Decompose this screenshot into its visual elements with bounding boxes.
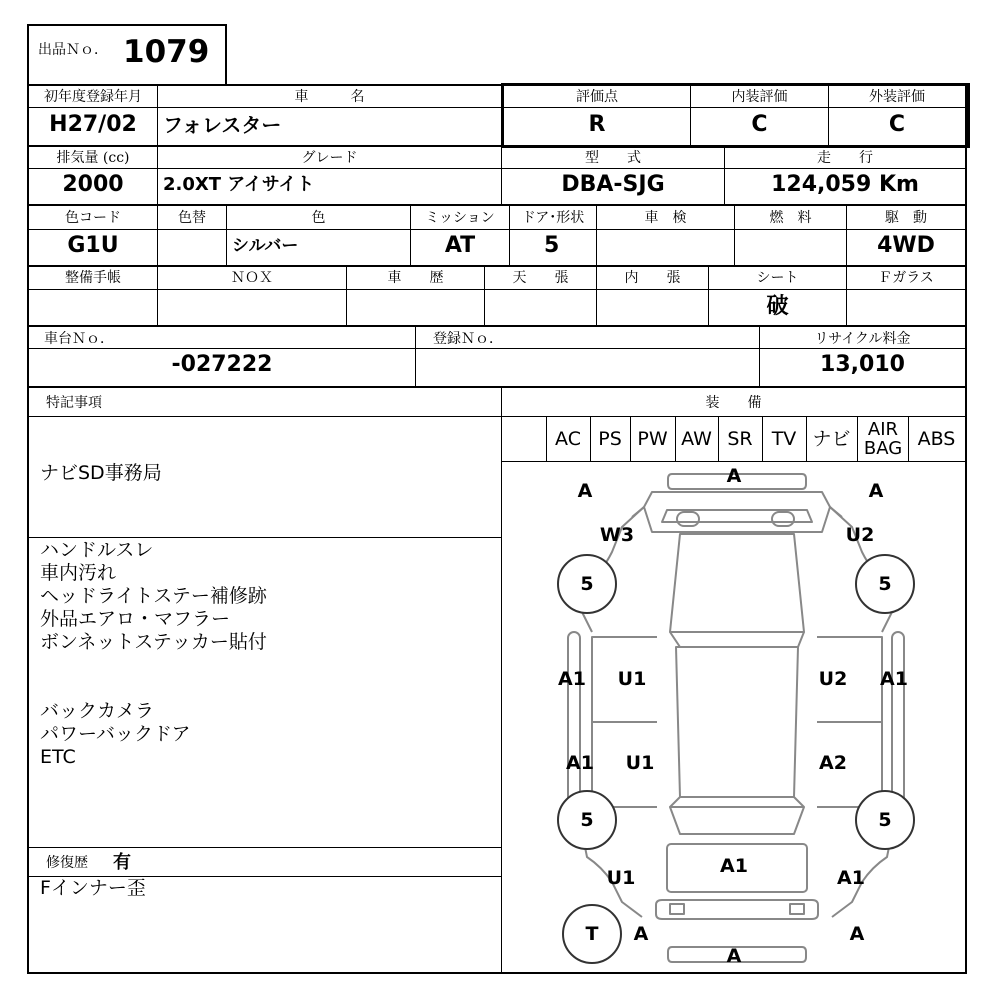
notes-top: ナビSD事務局 <box>40 462 162 484</box>
displacement-value: 2000 <box>62 172 124 197</box>
wheel-front-left: 5 <box>557 554 617 614</box>
mark-front-right: A <box>868 480 884 502</box>
reg-date-label: 初年度登録年月 <box>44 89 142 105</box>
note-line: ハンドルスレ <box>40 539 154 561</box>
note-line: 外品エアロ・マフラー <box>40 608 231 630</box>
mission-label: ミッション <box>425 210 495 226</box>
mileage-value: 124,059 Km <box>771 172 919 197</box>
equipment-aw: AW <box>681 428 712 450</box>
note-line: ヘッドライトステー補修跡 <box>40 585 267 607</box>
registration-number-label: 登録Ｎｏ． <box>433 331 503 347</box>
mileage-label: 走 行 <box>817 150 873 166</box>
equipment-ps: PS <box>598 428 622 450</box>
color-code-value: G1U <box>67 233 119 258</box>
drive-value: 4WD <box>877 233 935 258</box>
front-glass-label: Ｆガラス <box>878 270 934 286</box>
grade-label: グレード <box>301 150 358 166</box>
equipment-tv: TV <box>771 428 797 450</box>
equipment-navi: ナビ <box>812 428 851 450</box>
displacement-label: 排気量 (cc) <box>56 150 130 166</box>
color-label: 色 <box>311 210 326 226</box>
note-line: パワーバックドア <box>40 723 191 745</box>
wheel-rear-left: 5 <box>557 790 617 850</box>
repaint-label: 色替 <box>178 210 206 226</box>
car-name-value: フォレスター <box>163 113 282 137</box>
wheel-front-right: 5 <box>855 554 915 614</box>
mark-left-sill-rear: A1 <box>566 752 594 774</box>
grade-value: 2.0XT アイサイト <box>163 174 315 195</box>
door-value: 5 <box>544 233 560 258</box>
lot-number: 1079 <box>123 34 210 70</box>
seat-label: シート <box>756 270 799 286</box>
drive-label: 駆 動 <box>885 210 927 226</box>
fuel-label: 燃 料 <box>769 210 812 226</box>
mark-front-left: A <box>577 480 593 502</box>
exterior-value: C <box>888 112 906 137</box>
repair-detail: Fインナー歪 <box>40 877 146 899</box>
mark-rear-right: A <box>849 923 865 945</box>
mark-right-door-rear: A2 <box>819 752 847 774</box>
recycle-fee-value: 13,010 <box>820 352 905 377</box>
note-line: ボンネットステッカー貼付 <box>40 631 267 653</box>
notes-label: 特記事項 <box>46 395 102 411</box>
mark-left-door-front: U1 <box>617 668 647 690</box>
exterior-label: 外装評価 <box>869 89 925 105</box>
note-line: バックカメラ <box>40 700 155 722</box>
score-value: R <box>588 112 606 137</box>
mark-rear-right-quarter: A1 <box>837 867 865 889</box>
recycle-fee-label: リサイクル料金 <box>814 331 911 347</box>
car-name-label: 車 名 <box>294 89 365 105</box>
mark-windshield-right: U2 <box>845 524 875 546</box>
car-history-label: 車 歴 <box>387 270 444 286</box>
note-line: ETC <box>40 746 76 768</box>
model-value: DBA-SJG <box>561 172 665 197</box>
score-label: 評価点 <box>576 89 618 105</box>
equipment-ac: AC <box>555 428 581 450</box>
interior-label: 内装評価 <box>731 89 788 105</box>
chassis-number-label: 車台Ｎｏ． <box>44 331 114 347</box>
inspection-label: 車 検 <box>644 210 687 226</box>
mark-rear-left-quarter: U1 <box>606 867 636 889</box>
ceiling-label: 天 張 <box>512 270 569 286</box>
inner-trim-label: 内 張 <box>624 270 681 286</box>
mark-rear: A <box>726 945 742 967</box>
mark-front: A <box>726 465 742 487</box>
model-label: 型 式 <box>585 150 641 166</box>
equipment-pw: PW <box>637 428 668 450</box>
interior-value: C <box>751 112 768 137</box>
color-code-label: 色コード <box>65 210 121 226</box>
repair-history-value: 有 <box>113 852 131 873</box>
equipment-abs: ABS <box>917 428 956 450</box>
spare-tire: T <box>562 904 622 964</box>
repair-history-label: 修復歴 <box>46 855 88 871</box>
wheel-rear-right: 5 <box>855 790 915 850</box>
mark-windshield-left: W3 <box>599 524 635 546</box>
equipment-airbag: AIR BAG <box>863 419 903 459</box>
equipment-label: 装 備 <box>705 395 762 411</box>
mission-value: AT <box>444 233 476 258</box>
reg-date-value: H27/02 <box>49 112 137 137</box>
color-value: シルバー <box>232 236 299 256</box>
mark-left-sill-front: A1 <box>558 668 586 690</box>
lot-label: 出品Ｎｏ． <box>38 42 108 58</box>
equipment-sr: SR <box>727 428 753 450</box>
maintenance-book-label: 整備手帳 <box>65 270 121 286</box>
chassis-number-value: -027222 <box>171 352 273 377</box>
mark-rear-left: A <box>633 923 649 945</box>
mark-trunk: A1 <box>720 855 748 877</box>
door-label: ドア･形状 <box>521 210 585 226</box>
mark-right-sill-front: A1 <box>880 668 908 690</box>
nox-label: ＮＯＸ <box>231 270 273 286</box>
seat-value: 破 <box>766 294 789 319</box>
car-diagram <box>502 462 965 972</box>
note-line: 車内汚れ <box>40 562 117 584</box>
mark-left-door-rear: U1 <box>625 752 655 774</box>
mark-right-door-front: U2 <box>818 668 848 690</box>
